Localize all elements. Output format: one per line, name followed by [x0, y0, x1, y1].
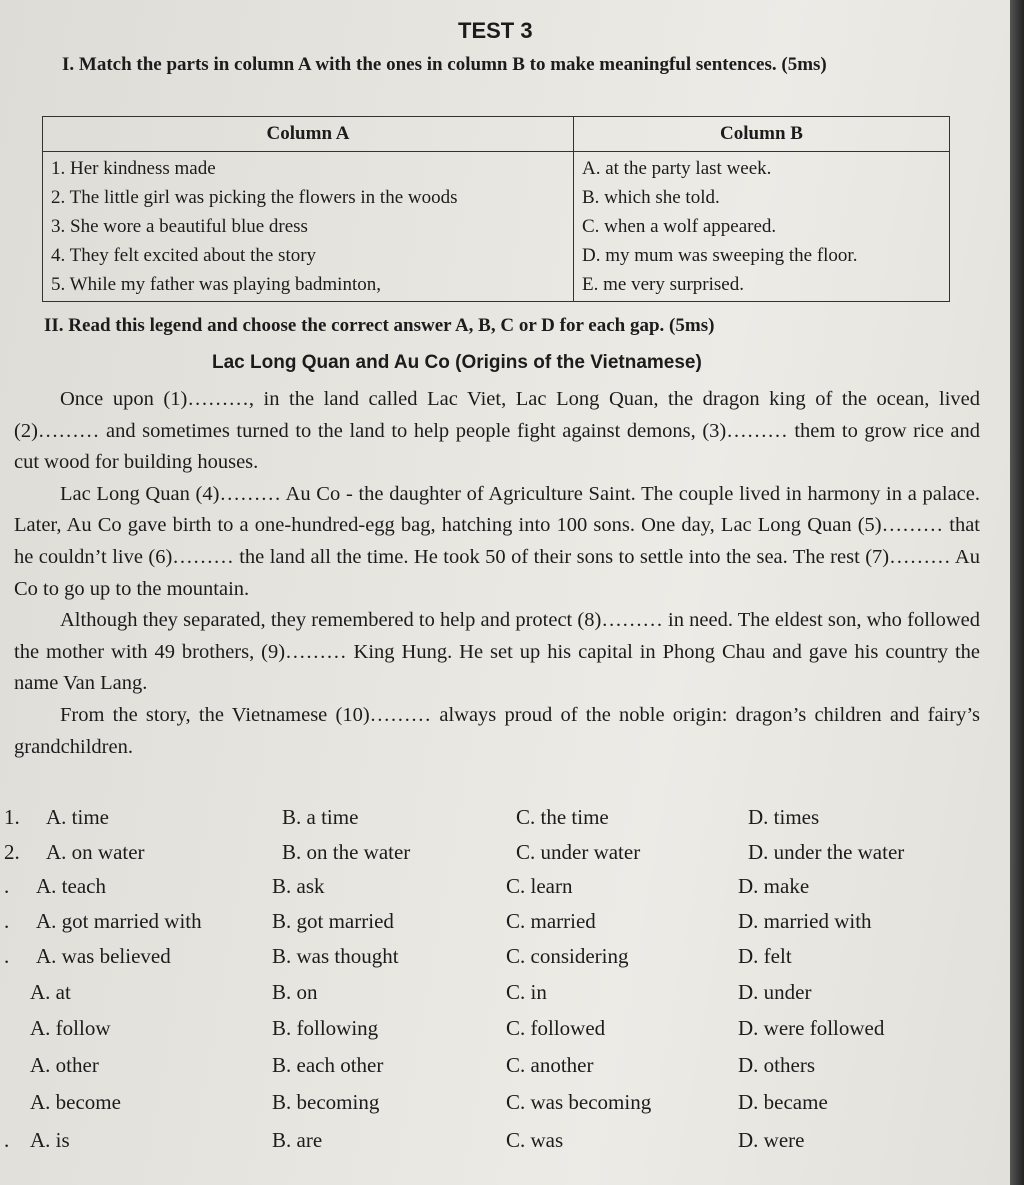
section2-heading: II. Read this legend and choose the correct answer A, B, C or D for each gap. (5ms): [44, 315, 715, 336]
answer-option-b: B. becoming: [272, 1090, 380, 1114]
matching-table: [42, 116, 950, 302]
answer-option-c: C. was becoming: [506, 1090, 652, 1114]
answer-option-a: A. was believed: [36, 944, 171, 968]
story-paragraph: Lac Long Quan (4)……… Au Co - the daughter of Agriculture Saint. The couple lived in harmony in a palace. Later, Au Co gave birth to a one-hundred-egg bag, hatching into 100 sons. One day, Lac Long Quan (5)……… that he couldn’t live (6)……… the land all the time. He took 50 of their sons to settle into the sea. The rest (7)……… Au Co to go up to the mountain.: [14, 482, 980, 600]
answer-option-c: C. another: [506, 1053, 594, 1077]
answer-option-a: A. time: [46, 805, 109, 829]
column-a-item: 5. While my father was playing badminton,: [51, 274, 381, 295]
column-a-item: 1. Her kindness made: [51, 158, 216, 179]
answer-option-b: B. ask: [272, 874, 325, 898]
answer-option-d: D. felt: [738, 944, 792, 968]
column-a-item: 2. The little girl was picking the flowers in the woods: [51, 187, 458, 208]
answer-option-b: B. following: [272, 1016, 379, 1040]
column-b-header: Column B: [574, 117, 950, 152]
answer-option-b: B. are: [272, 1128, 323, 1152]
question-number: 2.: [4, 840, 20, 864]
answer-option-a: A. is: [30, 1128, 70, 1152]
answer-option-c: C. in: [506, 980, 547, 1004]
story-paragraph: From the story, the Vietnamese (10)……… always proud of the noble origin: dragon’s children and fairy’s grandchildren.: [14, 703, 980, 758]
answer-option-a: A. become: [30, 1090, 121, 1114]
option-row: [0, 1090, 1000, 1124]
column-b-item: D. my mum was sweeping the floor.: [582, 245, 858, 266]
column-a-item: 3. She wore a beautiful blue dress: [51, 216, 308, 237]
answer-option-b: B. on: [272, 980, 318, 1004]
story-title: Lac Long Quan and Au Co (Origins of the Vietnamese): [212, 352, 702, 373]
column-b-cell: [574, 152, 950, 302]
answer-option-c: C. was: [506, 1128, 564, 1152]
column-a-item: 4. They felt excited about the story: [51, 245, 317, 266]
question-number: .: [4, 944, 10, 968]
answer-option-d: D. under the water: [748, 840, 905, 864]
column-a-header: Column A: [43, 117, 574, 152]
answer-option-d: D. others: [738, 1053, 815, 1077]
answer-option-c: C. married: [506, 909, 596, 933]
story-paragraph: Once upon (1)………, in the land called Lac Viet, Lac Long Quan, the dragon king of the ocean, lived (2)……… and sometimes turned to the land to help people fight against demons, (3)……… them to grow rice and cut wood for building houses.: [14, 388, 980, 474]
option-row: [0, 1128, 1000, 1162]
answer-option-d: D. married with: [738, 909, 872, 933]
option-row: [0, 1053, 1000, 1087]
answer-option-c: C. under water: [516, 840, 641, 864]
story-text: [14, 384, 980, 763]
option-row: [0, 909, 1000, 943]
answer-option-a: A. on water: [46, 840, 145, 864]
column-b-item: C. when a wolf appeared.: [582, 216, 777, 237]
column-b-item: B. which she told.: [582, 187, 720, 208]
answer-option-c: C. considering: [506, 944, 629, 968]
photo-edge: [1010, 0, 1024, 1185]
question-number: .: [4, 874, 10, 898]
answer-option-d: D. were followed: [738, 1016, 885, 1040]
option-row: [0, 944, 1000, 978]
answer-option-c: C. the time: [516, 805, 609, 829]
page-title: TEST 3: [458, 18, 533, 43]
answer-option-a: A. other: [30, 1053, 99, 1077]
option-row: [0, 1016, 1000, 1050]
section1-heading: I. Match the parts in column A with the ones in column B to make meaningful sentences. (5ms): [62, 54, 827, 75]
answer-option-a: A. got married with: [36, 909, 202, 933]
answer-option-a: A. at: [30, 980, 71, 1004]
story-paragraph: Although they separated, they remembered to help and protect (8)……… in need. The eldest son, who followed the mother with 49 brothers, (9)……… King Hung. He set up his capital in Phong Chau and gave his country the name Van Lang.: [14, 609, 980, 695]
answer-option-c: C. learn: [506, 874, 573, 898]
answer-option-b: B. was thought: [272, 944, 399, 968]
option-row: [0, 874, 1000, 908]
answer-option-a: A. follow: [30, 1016, 111, 1040]
answer-option-b: B. got married: [272, 909, 394, 933]
column-a-cell: [43, 152, 574, 302]
answer-option-d: D. times: [748, 805, 820, 829]
answer-option-d: D. were: [738, 1128, 805, 1152]
answer-option-a: A. teach: [36, 874, 106, 898]
option-row: [0, 840, 1000, 874]
answer-option-d: D. under: [738, 980, 812, 1004]
question-number: .: [4, 909, 10, 933]
option-row: [0, 805, 1000, 839]
question-number: .: [4, 1128, 10, 1152]
column-b-item: E. me very surprised.: [582, 274, 744, 295]
answer-option-b: B. on the water: [282, 840, 411, 864]
answer-option-d: D. make: [738, 874, 810, 898]
answer-option-c: C. followed: [506, 1016, 606, 1040]
answer-option-b: B. a time: [282, 805, 359, 829]
question-number: 1.: [4, 805, 20, 829]
answer-option-d: D. became: [738, 1090, 828, 1114]
answer-option-b: B. each other: [272, 1053, 384, 1077]
column-b-item: A. at the party last week.: [582, 158, 772, 179]
option-row: [0, 980, 1000, 1014]
